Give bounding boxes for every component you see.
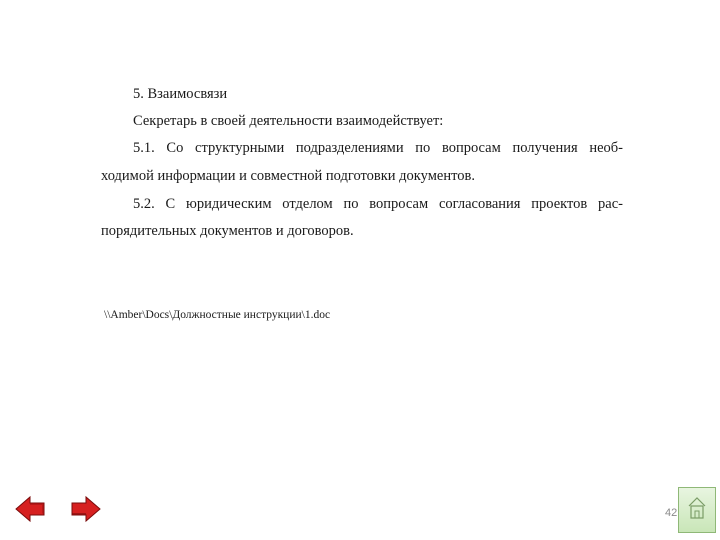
intro-text: Секретарь в своей деятельности взаимодействует: xyxy=(133,113,444,129)
home-icon xyxy=(679,488,715,532)
page-number: 42 xyxy=(665,507,678,519)
arrow-left-icon[interactable] xyxy=(14,494,46,524)
item-5-1-line-1: 5.1. Со структурными подразделениями по вопросам получения необ- xyxy=(133,140,623,156)
section-title: 5. Взаимосвязи xyxy=(133,86,228,102)
item-5-1-line-2: ходимой информации и совместной подготовки документов. xyxy=(101,168,475,184)
file-path: \\Amber\Docs\Должностные инструкции\1.doc xyxy=(104,309,331,321)
item-5-2-line-2: порядительных документов и договоров. xyxy=(101,223,354,239)
item-5-2-line-1: 5.2. С юридическим отделом по вопросам согласования проектов рас- xyxy=(133,196,623,212)
arrow-right-icon[interactable] xyxy=(70,494,102,524)
home-button[interactable] xyxy=(678,487,716,533)
